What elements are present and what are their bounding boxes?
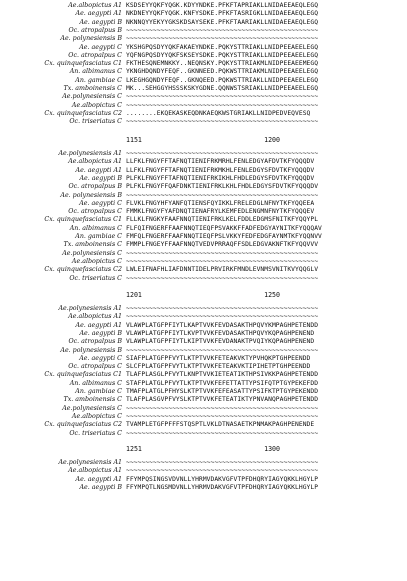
species-label: Ae. aegypti A1 xyxy=(75,10,122,18)
sequence-text: FMMKLFNGYFYAFDNQTIENAFRYLKEMFEDLENGMNFNYTKFYQQQEV xyxy=(126,208,315,216)
alignment-row xyxy=(0,158,407,166)
alignment-row xyxy=(0,19,407,27)
sequence-text: ~~~~~~~~~~~~~~~~~~~~~~~~~~~~~~~~~~~~~~~~~~~~~~~~~~ xyxy=(126,459,319,466)
sequence-text: FLLKLFNGKYFAAFNNQTIENIFRKLKELFDDLEDGMSFNITKFYQQYPL xyxy=(126,216,319,224)
species-label: Ae.polynesiensis C xyxy=(62,93,122,101)
species-label: An. gambiae C xyxy=(75,233,122,240)
ruler-start: 1151 xyxy=(126,136,142,144)
sequence-text: ~~~~~~~~~~~~~~~~~~~~~~~~~~~~~~~~~~~~~~~~~~~~~~~~~~ xyxy=(126,467,319,475)
sequence-text: FMMPLFNGEYFFAAFNNQTVEDVPRRAQFFSDLEDGVAKNFTKFYQQVVV xyxy=(126,241,319,249)
alignment-row xyxy=(0,355,407,363)
sequence-text: YKNGHDQNDYFEQF..GKNNEED.PQKWSTTRIAKMLNIDPEEAEELEGQ xyxy=(126,68,319,76)
species-label: Oc. atropalpus B xyxy=(68,26,122,34)
sequence-text: PLFKLFNGYFFQAFDNKTIENIFRKLKHLFHDLEDGYSFDVTKFYQQQDV xyxy=(126,183,319,191)
alignment-row xyxy=(0,330,407,338)
sequence-text: FLVKLFNGYHFYANFQTIENSFQYIKKLFRELEDGLNFNYTKFYQQEEA xyxy=(126,199,315,207)
sequence-text: SLCFPLATGFPFVYTLKTPTVVKFETEAKVKTIPIHETPTGHPEENDD xyxy=(126,363,311,371)
sequence-text: LKEGHGQNDYFEQF..GKNQEED.PQKWSTTRIAKLLNIDPEEAEELEGQ xyxy=(126,76,319,84)
sequence-text: VLAWPLATGFPFIYTLKAPTVVKFEVDASAKTHPQVYKMPAGHPETENDD xyxy=(126,321,319,329)
alignment-row xyxy=(0,44,407,52)
sequence-text: ~~~~~~~~~~~~~~~~~~~~~~~~~~~~~~~~~~~~~~~~~~~~~~~~~~ xyxy=(126,101,319,109)
sequence-text: ~~~~~~~~~~~~~~~~~~~~~~~~~~~~~~~~~~~~~~~~~~~~~~~~~~ xyxy=(126,26,319,34)
alignment-row xyxy=(0,102,407,110)
alignment-row xyxy=(0,476,407,484)
species-label: Cx. quinquefasciatus C1 xyxy=(44,60,122,68)
sequence-text: ~~~~~~~~~~~~~~~~~~~~~~~~~~~~~~~~~~~~~~~~~~~~~~~~~~ xyxy=(126,93,319,101)
species-label: Cx. quinquefasciatus C1 xyxy=(44,371,122,379)
species-label: Oc. triseriatus C xyxy=(69,429,122,437)
alignment-row xyxy=(0,467,407,475)
alignment-row xyxy=(0,52,407,60)
alignment-row xyxy=(0,430,407,438)
alignment-row xyxy=(0,484,407,492)
species-label: An. albimanus C xyxy=(69,379,122,387)
species-label: Ae. aegypti B xyxy=(79,329,122,337)
alignment-row xyxy=(0,396,407,404)
species-label: Oc. atropalpus C xyxy=(68,208,122,216)
alignment-row xyxy=(0,150,407,158)
species-label: Ae. aegypti B xyxy=(79,18,122,26)
alignment-row xyxy=(0,258,407,266)
species-label: Ae. aegypti C xyxy=(79,199,122,207)
alignment-row xyxy=(0,275,407,283)
position-ruler xyxy=(0,445,407,455)
sequence-text: ~~~~~~~~~~~~~~~~~~~~~~~~~~~~~~~~~~~~~~~~~~~~~~~~~~ xyxy=(126,257,319,265)
sequence-text: LLFKLFNGYFFTAFNQTIENIFRKMKHLFENLEDGYSFDVTKFYQQQDV xyxy=(126,166,315,174)
sequence-text: ~~~~~~~~~~~~~~~~~~~~~~~~~~~~~~~~~~~~~~~~~~~~~~~~~~ xyxy=(126,150,319,157)
alignment-row xyxy=(0,405,407,413)
sequence-text: KSDSEYYQKFYQGK.KDYYNDKE.PFKFTAPRIAKLLNIDAEEAEQLEGQ xyxy=(126,2,319,9)
sequence-text: ~~~~~~~~~~~~~~~~~~~~~~~~~~~~~~~~~~~~~~~~~~~~~~~~~~ xyxy=(126,191,319,199)
species-label: Ae. aegypti A1 xyxy=(75,321,122,329)
sequence-text: STAFPLATGLPFVYTLKTPTVVKFEFETTATTYPSIFQTPTGYPEKEFDD xyxy=(126,379,319,387)
species-label: An. gambiae C xyxy=(75,388,122,395)
alignment-row xyxy=(0,208,407,216)
species-label: Tx. amboinensis C xyxy=(63,396,122,404)
species-label: Oc. atropalpus B xyxy=(68,338,122,346)
species-label: Cx. quinquefasciatus C2 xyxy=(44,109,122,117)
species-label: Ae.polynesiensis A1 xyxy=(58,150,122,157)
sequence-text: ~~~~~~~~~~~~~~~~~~~~~~~~~~~~~~~~~~~~~~~~~~~~~~~~~~ xyxy=(126,274,319,282)
sequence-text: ~~~~~~~~~~~~~~~~~~~~~~~~~~~~~~~~~~~~~~~~~~~~~~~~~~ xyxy=(126,35,319,43)
species-label: Ae. polynesiensis B xyxy=(60,346,122,354)
species-label: Ae.albopictus A1 xyxy=(68,467,122,475)
sequence-text: ~~~~~~~~~~~~~~~~~~~~~~~~~~~~~~~~~~~~~~~~~~~~~~~~~~ xyxy=(126,313,319,321)
alignment-row xyxy=(0,241,407,249)
alignment-row xyxy=(0,305,407,313)
species-label: Oc. atropalpus C xyxy=(68,51,122,59)
species-label: Ae. aegypti B xyxy=(79,174,122,182)
species-label: Ae. aegypti A1 xyxy=(75,475,122,483)
species-label: Ae.albopictus A1 xyxy=(68,313,122,321)
position-ruler xyxy=(0,136,407,146)
alignment-row xyxy=(0,233,407,241)
species-label: An. gambiae C xyxy=(75,76,122,84)
alignment-row xyxy=(0,313,407,321)
sequence-text: NKNNQYYEKYYGKSKDSAYSEKE.PFKFTAARIAKLLNIDAEEAEQLEGQ xyxy=(126,18,319,26)
sequence-text: TVAMPLETGFPFFFSTQSPTLVKLDTNASAETKPNMAKPAGHPENENDE xyxy=(126,421,315,429)
sequence-text: MK...SEHGGYHSSSKSKYGDNE.QQNWSTSRIAKLLNIDPEEAEELEGQ xyxy=(126,85,319,92)
species-label: Ae.albopictus C xyxy=(71,257,122,265)
alignment-row xyxy=(0,388,407,396)
sequence-text: YQFNGPQSDYYQKFSKSEYSDKE.PQKYSTTRIAKLLNIDPEEAEELEGQ xyxy=(126,51,319,59)
sequence-text: VLAWPLATGFPFIYTLKVPTVVKFEVDASAKTHPQVYKQPAGHPENEND xyxy=(126,329,315,337)
alignment-row xyxy=(0,363,407,371)
species-label: Ae.albopictus A1 xyxy=(68,2,122,9)
species-label: Oc. atropalpus C xyxy=(68,363,122,371)
alignment-row xyxy=(0,68,407,76)
alignment-row xyxy=(0,27,407,35)
sequence-text: VLAWPLATGFPFIYTLKIPTVVKFEVDANAKTPVQIYKQPAGHPENEND xyxy=(126,338,315,346)
alignment-row xyxy=(0,10,407,18)
sequence-text: ~~~~~~~~~~~~~~~~~~~~~~~~~~~~~~~~~~~~~~~~~~~~~~~~~~ xyxy=(126,249,319,257)
sequence-text: ~~~~~~~~~~~~~~~~~~~~~~~~~~~~~~~~~~~~~~~~~~~~~~~~~~ xyxy=(126,404,319,412)
alignment-row xyxy=(0,322,407,330)
ruler-end: 1300 xyxy=(264,445,280,453)
species-label: Oc. triseriatus C xyxy=(69,274,122,282)
sequence-text: ~~~~~~~~~~~~~~~~~~~~~~~~~~~~~~~~~~~~~~~~~~~~~~~~~~ xyxy=(126,412,319,420)
species-label: Ae.polynesiensis A1 xyxy=(58,459,122,466)
sequence-text: ~~~~~~~~~~~~~~~~~~~~~~~~~~~~~~~~~~~~~~~~~~~~~~~~~~ xyxy=(126,305,319,312)
alignment-row xyxy=(0,216,407,224)
alignment-row xyxy=(0,250,407,258)
species-label: Cx. quinquefasciatus C2 xyxy=(44,421,122,429)
alignment-row xyxy=(0,338,407,346)
species-label: Ae. polynesiensis B xyxy=(60,191,122,199)
sequence-text: FLFQIFNGERFFAAFNNQTIEQFPSVAKKFFADFEDGYAYNITKFYQQQAV xyxy=(126,224,322,232)
sequence-text: FMFQLFNGERFFAAFNNQTIEQFPSLVKKYFEDFEDGFAYNMTKFYQQNVV xyxy=(126,233,322,240)
sequence-text: YKSHGPQSDYYQKFAKAEYNDKE.PQKYSTTRIAKLLNIDPEEAEELEGQ xyxy=(126,43,319,51)
sequence-text: TLAFPLASGLPFVYTLKNPTVVKIETEATIKTHPSIVKKPAGHPETENDD xyxy=(126,371,319,379)
species-label: Ae. aegypti A1 xyxy=(75,166,122,174)
alignment-row xyxy=(0,200,407,208)
species-label: Tx. amboinensis C xyxy=(63,241,122,249)
species-label: Oc. atropalpus B xyxy=(68,183,122,191)
alignment-row xyxy=(0,118,407,126)
sequence-text: TLAFPLASGVPFVYSLKTPTVVKFETEATIKTYPNVANQPAGHPETENDD xyxy=(126,396,319,404)
alignment-row xyxy=(0,93,407,101)
sequence-text: FKTHESQNEMNKKY..NEQNSKY.PQKYSTTRIAKMLNIDPEEAEEMEGQ xyxy=(126,60,319,68)
sequence-text: PLFKLFNGYFFTAFNQTIENIFRKIKHLFHDLEDGYSFDVTKFYQQQDV xyxy=(126,174,315,182)
alignment-row xyxy=(0,85,407,93)
alignment-row xyxy=(0,77,407,85)
sequence-text: NKDNEYYQKFYQGK.KNFYSDKE.PFKFTASRIGKLLNIDAEEAEQLEGQ xyxy=(126,10,319,18)
sequence-text: FFYMPQSINGSVDVNLLYHRMVDAKVGFVTPFDHQRYIAGYQKKLHGYLP xyxy=(126,475,319,483)
alignment-row xyxy=(0,60,407,68)
sequence-text: SIAFPLATGFPFVYTLKTPTVVKFETEAKVKTYPVHQKPTGHPEENDD xyxy=(126,354,311,362)
alignment-row xyxy=(0,347,407,355)
species-label: Cx. quinquefasciatus C1 xyxy=(44,216,122,224)
sequence-text: FFYMPQTLNGSMDVNLLYHRMVDAKVGFVTPFDHQRYIAGYQKKLHGYLP xyxy=(126,483,319,491)
alignment-row xyxy=(0,192,407,200)
position-ruler xyxy=(0,291,407,301)
species-label: Tx. amboinensis C xyxy=(63,85,122,92)
species-label: Ae.polynesiensis A1 xyxy=(58,305,122,312)
alignment-row xyxy=(0,110,407,118)
alignment-row xyxy=(0,2,407,10)
species-label: Cx. quinquefasciatus C2 xyxy=(44,266,122,274)
species-label: Ae.polynesiensis C xyxy=(62,249,122,257)
species-label: Oc. triseriatus C xyxy=(69,118,122,126)
ruler-start: 1251 xyxy=(126,445,142,453)
alignment-row xyxy=(0,266,407,274)
species-label: Ae.albopictus C xyxy=(71,412,122,420)
ruler-start: 1201 xyxy=(126,291,142,299)
alignment-row xyxy=(0,175,407,183)
alignment-row xyxy=(0,183,407,191)
sequence-text: ~~~~~~~~~~~~~~~~~~~~~~~~~~~~~~~~~~~~~~~~~~~~~~~~~~ xyxy=(126,429,319,437)
species-label: Ae. aegypti B xyxy=(79,483,122,491)
species-label: Ae. aegypti C xyxy=(79,354,122,362)
sequence-text: ~~~~~~~~~~~~~~~~~~~~~~~~~~~~~~~~~~~~~~~~~~~~~~~~~~ xyxy=(126,118,319,126)
alignment-row xyxy=(0,167,407,175)
alignment-row xyxy=(0,380,407,388)
sequence-text: LWLEIFNAFHLIAFDNNTIDELPRVIRKFMNDLEVNMSVNITKVYQQGLV xyxy=(126,266,319,274)
species-label: Ae.albopictus A1 xyxy=(68,158,122,166)
alignment-row xyxy=(0,459,407,467)
alignment-row xyxy=(0,371,407,379)
alignment-row xyxy=(0,421,407,429)
species-label: An. albimanus C xyxy=(69,224,122,232)
species-label: Ae.polynesiensis C xyxy=(62,404,122,412)
species-label: Ae. polynesiensis B xyxy=(60,35,122,43)
alignment-row xyxy=(0,413,407,421)
species-label: Ae. aegypti C xyxy=(79,43,122,51)
alignment-row xyxy=(0,35,407,43)
sequence-text: TMAFPLATGLPFHYSLKTPTVVKFEFEASATTYPSIFKTPTGYPEKENDD xyxy=(126,388,319,395)
ruler-end: 1200 xyxy=(264,136,280,144)
sequence-text: ........EKQEKASKEQDNKAEQKWSTGRIAKLLNIDPEDVEQVESQ xyxy=(126,109,311,117)
sequence-text: LLFKLFNGYFFTAFNQTIENIFRKMRHLFENLEDGYAFDVTKFYQQQDV xyxy=(126,158,315,166)
species-label: Ae.albopictus C xyxy=(71,101,122,109)
ruler-end: 1250 xyxy=(264,291,280,299)
species-label: An. albimanus C xyxy=(69,68,122,76)
sequence-text: ~~~~~~~~~~~~~~~~~~~~~~~~~~~~~~~~~~~~~~~~~~~~~~~~~~ xyxy=(126,346,319,354)
alignment-row xyxy=(0,225,407,233)
